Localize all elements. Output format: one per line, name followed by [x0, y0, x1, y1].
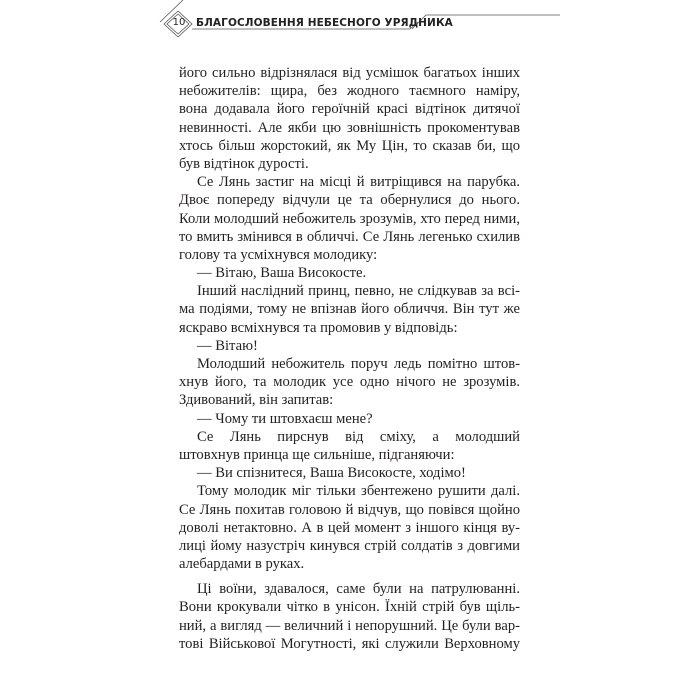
text-line: голову та усміхнувся молодику:	[179, 246, 378, 263]
dialogue-line: — Чому ти штовхаєш мене?	[197, 410, 373, 427]
text-line: Здивований, він запитав:	[179, 392, 334, 409]
body-text	[179, 64, 520, 653]
text-line: хнув його, та молодик усе одно нічого не зрозумів.	[179, 374, 520, 391]
text-line: алебардами в руках.	[179, 556, 305, 573]
text-line: лиці йому назустріч кинувся стрій солдатів з довгими	[179, 537, 520, 554]
text-line: Вони крокували чітко в унісон. Їхній стрій був щіль-	[179, 599, 520, 616]
text-line: був відтінок дурості.	[179, 155, 309, 172]
text-line: Інший наслідний принц, певно, не слідкував за всі-	[197, 283, 520, 300]
dialogue-line: — Ви спізнитеся, Ваша Високосте, ходімо!	[197, 465, 466, 482]
text-line: яскраво всміхнувся та промовив у відповідь:	[179, 319, 458, 336]
text-line: доволі нетактовно. А в цей момент з іншого кінця ву-	[179, 519, 520, 536]
text-line: ма подіями, тому не впізнав його обличчя. Він тут же	[179, 301, 520, 318]
text-line: хтось більш жорстокий, як Му Цін, то сказав би, що	[179, 137, 520, 154]
header-ornament	[0, 0, 700, 60]
dialogue-line: — Вітаю!	[197, 337, 258, 354]
text-line: його сильно відрізнялася від усмішок багатьох інших	[179, 65, 520, 81]
text-line: тові Військової Могутності, які служили Верховному	[179, 635, 520, 652]
text-line: Двоє попереду відчули це та обернулися до нього.	[179, 192, 520, 209]
text-line: Тому молодик міг тільки збентежено рушити далі.	[197, 483, 520, 500]
text-line: невинності. Але якби цю зовнішність прокоментував	[179, 119, 520, 136]
dialogue-line: — Вітаю, Ваша Високосте.	[197, 265, 367, 282]
text-line: Молодший небожитель поруч ледь помітно штов-	[197, 356, 520, 372]
running-title: БЛАГОСЛОВЕННЯ НЕБЕСНОГО УРЯДНИКА	[196, 17, 453, 29]
page-number: 10	[172, 17, 186, 28]
text-line: Се Лянь похитав головою й відчув, що повівся щойно	[179, 501, 520, 518]
text-line: ний, а вигляд — величний і непорушний. Це були вар-	[179, 617, 520, 634]
text-line: Се Лянь пирснув від сміху, а молодший	[197, 428, 520, 445]
text-line: Ці воїни, здавалося, саме були на патрулюванні.	[197, 581, 520, 598]
text-line: Коли молодший небожитель зрозумів, хто перед ними,	[179, 210, 520, 227]
text-line: Се Лянь застиг на місці й витріщився на парубка.	[197, 174, 520, 191]
text-line: вона додавала його героїчній красі відтінок дитячої	[179, 101, 520, 118]
text-line: штовхнув принца ще сильніше, підганяючи:	[179, 446, 455, 463]
paragraph-gap	[179, 573, 520, 580]
text-line: небожителів: щира, без жодного таємного наміру,	[179, 83, 520, 100]
text-line: то вмить змінився в обличчі. Се Лянь легенько схилив	[179, 228, 520, 245]
